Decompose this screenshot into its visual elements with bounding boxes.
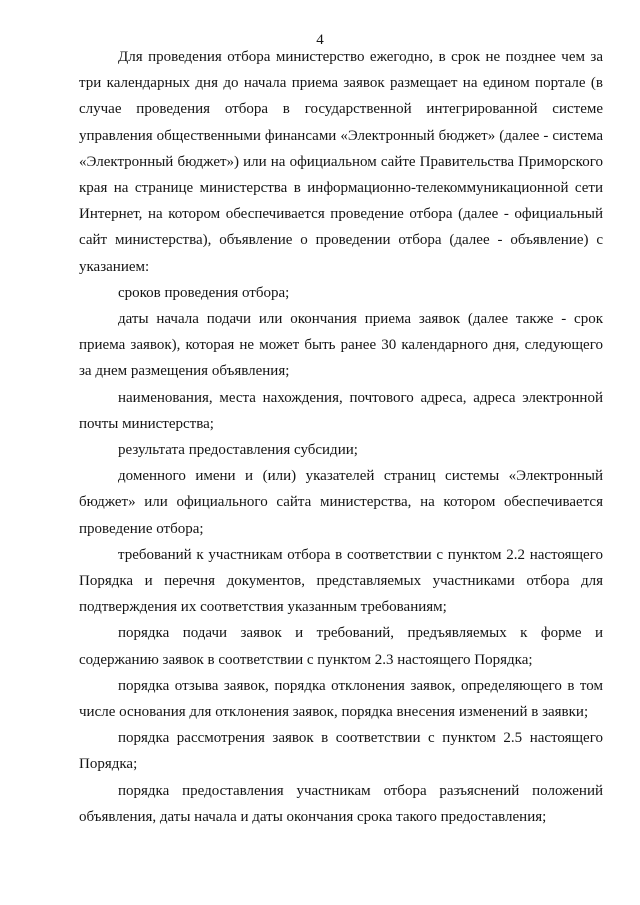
list-item-subsidy-result: результата предоставления субсидии; xyxy=(118,442,358,459)
document-body xyxy=(79,44,603,830)
list-item-selection-terms: сроков проведения отбора; xyxy=(118,284,290,301)
page-number: 4 xyxy=(316,32,324,48)
paragraph-intro: Для проведения отбора министерство ежегодно, в срок не позднее чем за три календарных дня до начала приема заявок размещает на едином портале (в случае проведения отбора в государственной интегрированной системе управления общественными финансами «Электронный бюджет» (далее - система «Электронный бюджет») или на официальном сайте Правительства Приморского края на странице министерства в информационно-телекоммуникационной сети Интернет, на котором обеспечивается проведение отбора (далее - официальный сайт министерства), объявление о проведении отбора (далее - объявление) с указанием: xyxy=(79,49,603,275)
list-item-withdrawal-procedure: порядка отзыва заявок, порядка отклонения заявок, определяющего в том числе основания для отклонения заявок, порядка внесения изменений в заявки; xyxy=(79,677,603,721)
list-item-domain-name: доменного имени и (или) указателей страниц системы «Электронный бюджет» или официального сайта министерства, на котором обеспечивается проведение отбора; xyxy=(79,468,603,537)
list-item-submission-procedure: порядка подачи заявок и требований, предъявляемых к форме и содержанию заявок в соответствии с пунктом 2.3 настоящего Порядка; xyxy=(79,625,603,668)
list-item-participant-requirements: требований к участникам отбора в соответствии с пунктом 2.2 настоящего Порядка и перечня документов, представляемых участниками отбора для подтверждения их соответствия указанным требованиям; xyxy=(79,546,603,616)
list-item-ministry-contacts: наименования, места нахождения, почтового адреса, адреса электронной почты министерства; xyxy=(79,389,603,432)
list-item-application-dates: даты начала подачи или окончания приема заявок (далее также - срок приема заявок), которая не может быть ранее 30 календарного дня, следующего за днем размещения объявления; xyxy=(79,311,603,380)
list-item-review-procedure: порядка рассмотрения заявок в соответствии с пунктом 2.5 настоящего Порядка; xyxy=(79,730,603,773)
list-item-clarification-procedure: порядка предоставления участникам отбора разъяснений положений объявления, даты начала и даты окончания срока такого предоставления; xyxy=(79,782,603,825)
